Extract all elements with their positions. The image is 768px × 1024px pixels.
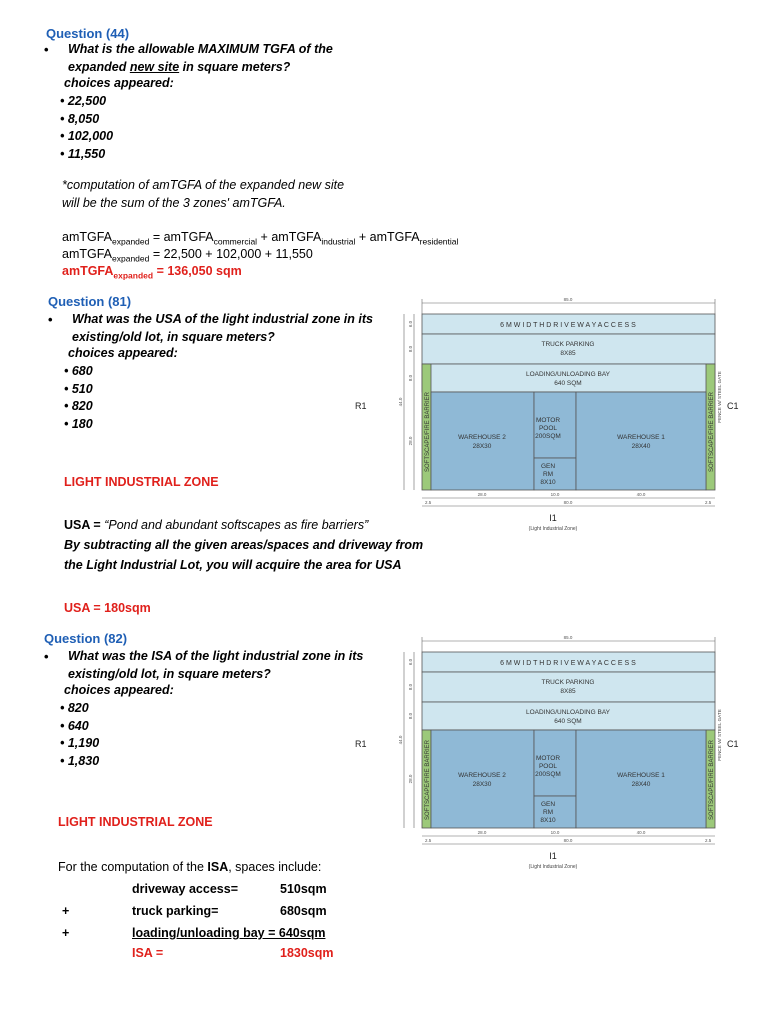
gen-room-label-1: GEN — [540, 801, 556, 808]
q44-question-line2 — [68, 58, 333, 76]
label-i1: I1 — [549, 851, 557, 861]
site-plan-q81 — [355, 292, 740, 542]
q44-choice: • 8,050 — [60, 111, 113, 129]
truck-parking-area — [422, 672, 715, 702]
q44-bullet: • — [44, 42, 49, 57]
loading-bay-area — [422, 702, 715, 730]
dim-b-total: 80.0 — [563, 838, 573, 843]
q81-usa-def-b: “Pond and abundant softscapes as fire barriers” — [104, 518, 369, 532]
label-caption: (Light Industrial Zone) — [528, 526, 578, 532]
gen-room-label-2: RM — [542, 809, 554, 816]
isa-row-label: driveway access= — [132, 882, 238, 896]
q82-choices — [60, 700, 99, 770]
q82-choice: • 640 — [60, 718, 99, 736]
isa-total-label: ISA = — [132, 946, 164, 960]
f1-sub2: commercial — [213, 236, 258, 247]
q82-choice: • 1,830 — [60, 753, 99, 771]
loading-bay-size: 640 SQM — [554, 380, 582, 387]
q81-zone-label: LIGHT INDUSTRIAL ZONE — [64, 475, 219, 489]
dim-left-total: 44.0 — [398, 735, 403, 745]
f2-sub: expanded — [112, 253, 150, 264]
q81-answer: USA = 180sqm — [64, 601, 151, 615]
f3-base: amTGFA — [62, 264, 114, 278]
warehouse2-size: 28X30 — [472, 781, 492, 788]
loading-bay-label: LOADING/UNLOADING BAY — [525, 371, 611, 378]
f1-base: amTGFA — [62, 230, 113, 244]
dim-b-total: 80.0 — [563, 500, 573, 505]
q81-choice: • 680 — [64, 363, 93, 381]
dim-b-side-left: 2.5 — [425, 838, 432, 843]
softscape-left-label: SOFTSCAPE/FIRE BARRIER — [425, 739, 431, 821]
dim-b-side-right: 2.5 — [705, 500, 712, 505]
softscape-right-label: SOFTSCAPE/FIRE BARRIER — [709, 739, 715, 821]
warehouse2-size: 28X30 — [472, 443, 492, 450]
q44-choice: • 22,500 — [60, 93, 113, 111]
isa-row-label: loading/unloading bay = 640sqm — [132, 926, 326, 940]
dim-b3: 40.0 — [636, 830, 646, 835]
q82-isa-intro — [58, 860, 321, 874]
q44-q2-b: in square meters? — [179, 60, 291, 74]
label-c1: C1 — [727, 739, 739, 749]
dim-b1: 28.0 — [477, 492, 487, 497]
warehouse2-label: WAREHOUSE 2 — [458, 772, 506, 779]
softscape-left-label: SOFTSCAPE/FIRE BARRIER — [425, 391, 431, 473]
isa-row-op: + — [62, 904, 70, 918]
dim-b2: 10.0 — [550, 492, 560, 497]
q81-usa-def-a: USA = — [64, 518, 105, 532]
warehouse1-area — [576, 392, 706, 490]
dim-b2: 10.0 — [550, 830, 560, 835]
warehouse2-label: WAREHOUSE 2 — [458, 434, 506, 441]
motor-pool-label-2: POOL — [538, 763, 558, 770]
dim-driveway: 6.0 — [408, 658, 413, 666]
dim-b3: 40.0 — [636, 492, 646, 497]
warehouse1-label: WAREHOUSE 1 — [617, 772, 665, 779]
truck-parking-size: 8X85 — [560, 688, 576, 695]
q44-note — [62, 176, 344, 212]
q82-question — [68, 647, 363, 683]
f2-base: amTGFA — [62, 247, 113, 261]
dim-driveway: 6.0 — [408, 320, 413, 328]
q44-choices-label: choices appeared: — [64, 76, 174, 90]
warehouse2-area — [431, 730, 534, 828]
q81-choices-label: choices appeared: — [68, 346, 178, 360]
q82-bullet: • — [44, 649, 49, 664]
dim-overall: 85.0 — [563, 297, 573, 302]
q81-usa-explanation — [64, 515, 423, 575]
f1-sub3: industrial — [321, 236, 356, 247]
gen-room-label-3: 8X10 — [540, 479, 556, 486]
q81-usa-def — [64, 515, 423, 535]
isa-row-label: truck parking= — [132, 904, 219, 918]
q82-zone-label: LIGHT INDUSTRIAL ZONE — [58, 815, 213, 829]
site-plan-q82 — [355, 630, 740, 880]
q44-note-line1: *computation of amTGFA of the expanded new site — [62, 178, 345, 192]
f1-sub4: residential — [419, 236, 459, 247]
q44-q2-a: expanded — [68, 60, 130, 74]
q81-usa-line2: By subtracting all the given areas/spaces and driveway from — [64, 538, 424, 552]
q81-heading: Question (81) — [48, 294, 132, 309]
driveway-label: 6 M W I D T H D R I V E W A Y A C C E S S — [500, 322, 636, 329]
isa-intro-c: , spaces include: — [228, 860, 322, 874]
dim-loading: 8.0 — [408, 712, 413, 720]
q81-choice: • 510 — [64, 381, 93, 399]
q44-heading: Question (44) — [46, 26, 130, 41]
q44-choice: • 102,000 — [60, 128, 113, 146]
motor-pool-label-3: 200SQM — [535, 433, 561, 440]
dim-overall: 85.0 — [563, 635, 573, 640]
q82-heading: Question (82) — [44, 631, 128, 646]
warehouse1-area — [576, 730, 706, 828]
q44-note-line2: will be the sum of the 3 zones' amTGFA. — [62, 196, 286, 210]
q44-question — [68, 40, 333, 76]
q81-question-line1: What was the USA of the light industrial zone in its — [72, 312, 373, 326]
dim-b-side-right: 2.5 — [705, 838, 712, 843]
warehouse1-size: 28X40 — [631, 443, 651, 450]
gen-room-label-3: 8X10 — [540, 817, 556, 824]
q81-choice: • 180 — [64, 416, 93, 434]
dim-truck: 8.0 — [408, 683, 413, 691]
warehouse1-label: WAREHOUSE 1 — [617, 434, 665, 441]
isa-row-value: 510sqm — [280, 882, 327, 896]
softscape-right-label: SOFTSCAPE/FIRE BARRIER — [709, 391, 715, 473]
label-caption: (Light Industrial Zone) — [528, 864, 578, 870]
dim-b-side-left: 2.5 — [425, 500, 432, 505]
isa-intro-a: For the computation of the — [58, 860, 208, 874]
q81-question-line2: existing/old lot, in square meters? — [72, 330, 275, 344]
f3-sub: expanded — [113, 270, 154, 281]
fence-label: FENCE W/ STEEL GATE — [717, 371, 722, 423]
q81-choices — [64, 363, 93, 433]
q82-choices-label: choices appeared: — [64, 683, 174, 697]
dim-truck: 8.0 — [408, 345, 413, 353]
f2-rest: = 22,500 + 102,000 + 11,550 — [149, 247, 313, 261]
dim-b1: 28.0 — [477, 830, 487, 835]
dim-warehouse: 28.0 — [408, 436, 413, 446]
motor-pool-label-1: MOTOR — [535, 417, 561, 424]
gen-room-label-2: RM — [542, 471, 554, 478]
dim-warehouse: 28.0 — [408, 774, 413, 784]
loading-bay-size: 640 SQM — [554, 718, 582, 725]
q44-choice: • 11,550 — [60, 146, 113, 164]
truck-parking-label: TRUCK PARKING — [541, 341, 595, 348]
q81-usa-line3: the Light Industrial Lot, you will acquire the area for USA — [64, 558, 402, 572]
driveway-label: 6 M W I D T H D R I V E W A Y A C C E S S — [500, 660, 636, 667]
q82-choice: • 820 — [60, 700, 99, 718]
loading-bay-area — [422, 364, 715, 392]
label-r1: R1 — [355, 739, 367, 749]
q82-choice: • 1,190 — [60, 735, 99, 753]
warehouse2-area — [431, 392, 534, 490]
q81-question — [72, 310, 373, 346]
isa-row-op: + — [62, 926, 70, 940]
fence-label: FENCE W/ STEEL GATE — [717, 709, 722, 761]
q44-question-line1: What is the allowable MAXIMUM TGFA of the — [68, 42, 333, 56]
q44-formula-answer — [62, 263, 242, 284]
truck-parking-label: TRUCK PARKING — [541, 679, 595, 686]
q82-question-line1: What was the ISA of the light industrial zone in its — [68, 649, 364, 663]
truck-parking-size: 8X85 — [560, 350, 576, 357]
label-c1: C1 — [727, 401, 739, 411]
dim-loading: 8.0 — [408, 374, 413, 382]
f1-eq: = amTGFA — [149, 230, 214, 244]
q44-choices — [60, 93, 113, 163]
warehouse1-size: 28X40 — [631, 781, 651, 788]
loading-bay-label: LOADING/UNLOADING BAY — [525, 709, 611, 716]
f1-sub1: expanded — [112, 236, 150, 247]
motor-pool-label-2: POOL — [538, 425, 558, 432]
isa-row-value: 680sqm — [280, 904, 327, 918]
motor-pool-label-3: 200SQM — [535, 771, 561, 778]
f3-rest: = 136,050 sqm — [153, 264, 242, 278]
f1-plus1: + amTGFA — [257, 230, 322, 244]
dim-left-total: 44.0 — [398, 397, 403, 407]
isa-intro-b: ISA — [207, 860, 229, 874]
q81-choice: • 820 — [64, 398, 93, 416]
q44-q2-underlined: new site — [129, 60, 180, 74]
truck-parking-area — [422, 334, 715, 364]
f1-plus2: + amTGFA — [355, 230, 420, 244]
q82-question-line2: existing/old lot, in square meters? — [68, 667, 271, 681]
q81-bullet: • — [48, 312, 53, 327]
motor-pool-label-1: MOTOR — [535, 755, 561, 762]
label-r1: R1 — [355, 401, 367, 411]
isa-total-value: 1830sqm — [280, 946, 334, 960]
gen-room-label-1: GEN — [540, 463, 556, 470]
label-i1: I1 — [549, 513, 557, 523]
